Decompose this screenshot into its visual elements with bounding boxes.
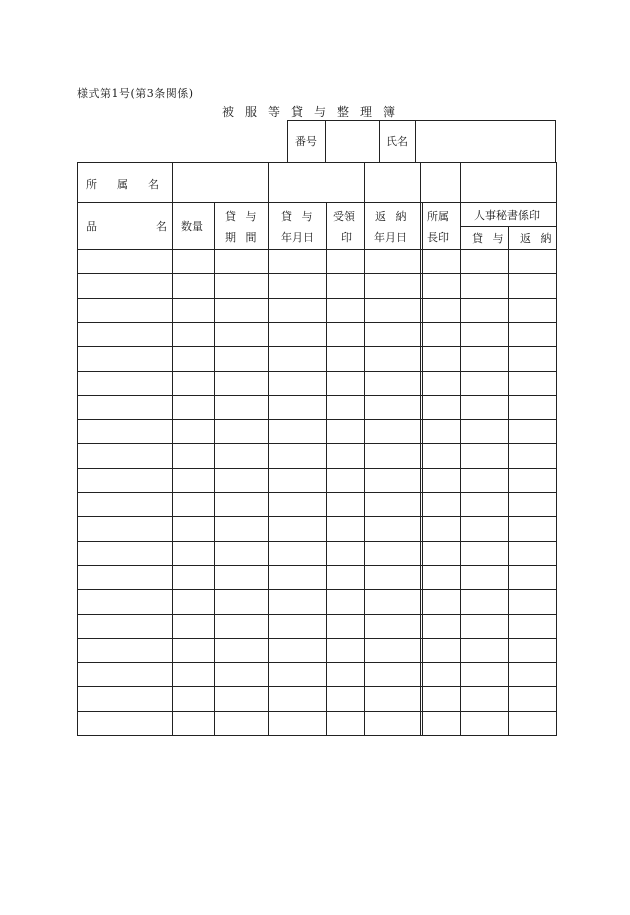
table-row-divider xyxy=(78,346,556,347)
table-row-divider xyxy=(78,273,556,274)
table-row-divider xyxy=(78,516,556,517)
header-loan-date-2: 年月日 xyxy=(281,231,314,244)
header-receipt-2: 印 xyxy=(341,231,352,244)
header-loan-period-2: 期 間 xyxy=(225,231,260,244)
table-row-divider xyxy=(78,298,556,299)
form-title: 被服等貸与整理簿 xyxy=(222,105,407,119)
table-row-divider xyxy=(78,589,556,590)
header-loan-date-1: 貸 与 xyxy=(281,210,316,223)
header-loan-period-1: 貸 与 xyxy=(225,210,260,223)
header-hr-loan: 貸 与 xyxy=(472,232,507,245)
table-row-divider xyxy=(78,322,556,323)
number-label: 番号 xyxy=(295,135,317,148)
header-hr-return: 返 納 xyxy=(520,232,555,245)
table-row-divider xyxy=(78,541,556,542)
table-row-divider xyxy=(78,565,556,566)
table-row-divider xyxy=(78,711,556,712)
header-hr-seal-group: 人事秘書係印 xyxy=(474,209,540,222)
id-box xyxy=(287,120,556,163)
header-return-date-2: 年月日 xyxy=(374,231,407,244)
header-item-name-left: 品 xyxy=(86,220,97,233)
header-quantity: 数量 xyxy=(181,220,203,233)
table-row-divider xyxy=(78,638,556,639)
table-row-divider xyxy=(78,468,556,469)
table-row-divider xyxy=(78,614,556,615)
header-dept-head-1: 所属 xyxy=(427,210,449,223)
header-item-name-right: 名 xyxy=(156,220,167,233)
table-row-divider xyxy=(78,419,556,420)
table-row-divider xyxy=(78,492,556,493)
table-row-divider xyxy=(78,443,556,444)
header-dept-head-2: 長印 xyxy=(427,231,449,244)
affiliation-label: 所属名 xyxy=(86,178,179,191)
form-reference: 様式第1号(第3条関係) xyxy=(77,87,194,100)
table-row-divider xyxy=(78,686,556,687)
header-receipt-1: 受領 xyxy=(333,210,355,223)
table-row-divider xyxy=(78,395,556,396)
name-label: 氏名 xyxy=(386,135,408,148)
table-row-divider xyxy=(78,662,556,663)
header-return-date-1: 返 納 xyxy=(375,210,410,223)
table-row-divider xyxy=(78,371,556,372)
loan-register-table xyxy=(77,162,557,736)
